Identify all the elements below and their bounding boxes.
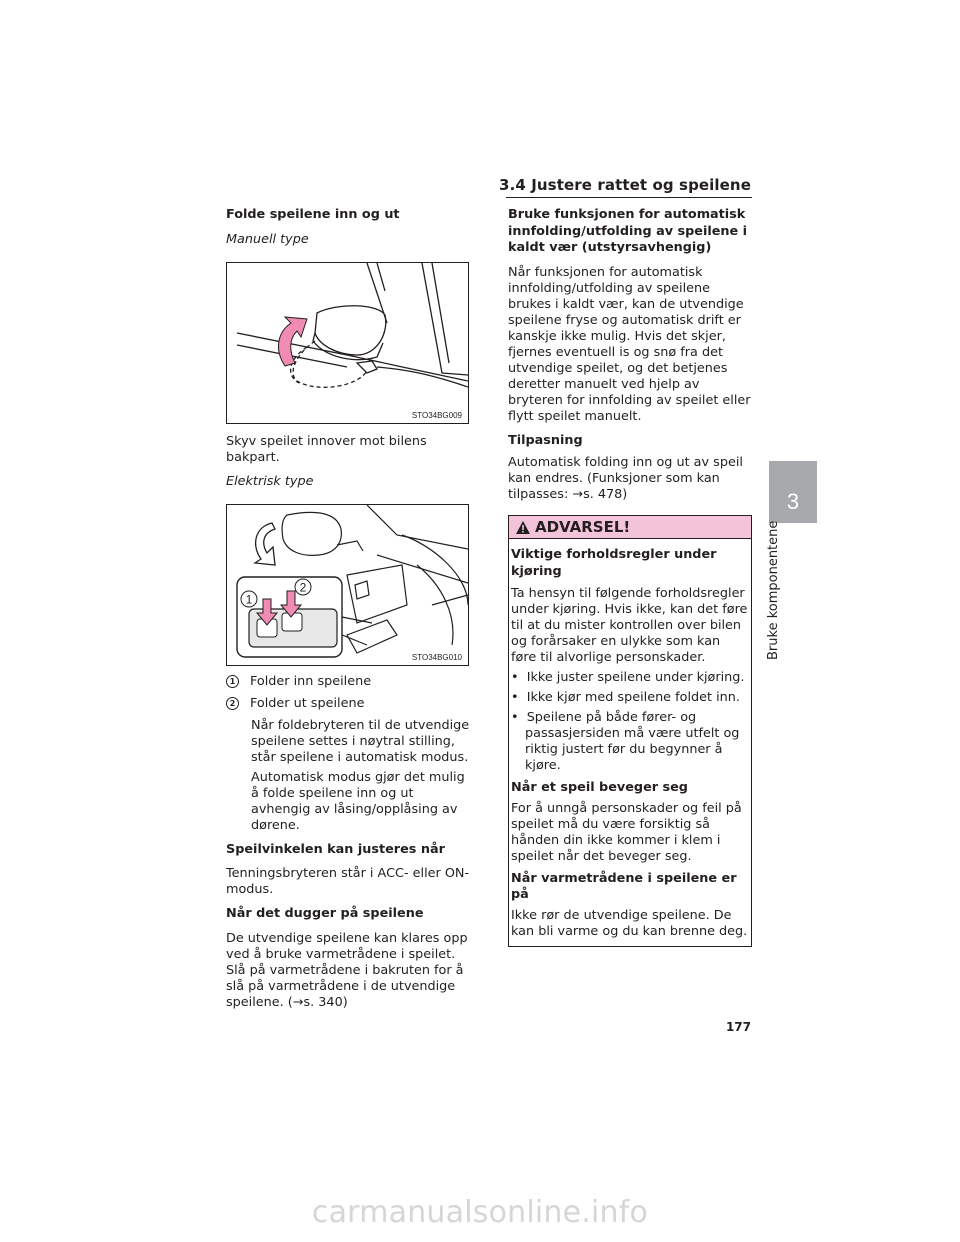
figure1-caption: Skyv speilet innover mot bilens bakpart. [226, 433, 427, 465]
warning-title: ADVARSEL! [535, 518, 631, 536]
heading-fogging: Når det dugger på speilene [226, 906, 424, 921]
fold-direction-icon [255, 523, 275, 565]
bullet-text: Ikke juster speilene under kjøring. [526, 670, 745, 685]
item-text: Folder inn speilene [250, 673, 372, 689]
chapter-title-vertical [762, 520, 786, 662]
figure-code: STO34BG009 [411, 410, 462, 420]
chapter-number: 3 [786, 489, 800, 514]
heading-angle-adjust: Speilvinkelen kan justeres når [226, 841, 445, 857]
bullet-text: Speilene på både fører- og passasjersiden må være utfelt og riktig justert før du begynner å kjøre. [525, 710, 740, 773]
section-header: 3.4 Justere rattet og speilene [499, 176, 751, 194]
callout-1-text: 1 [245, 592, 253, 606]
paragraph: Automatisk folding inn og ut av speil kan endres. (Funksjoner som kan tilpasses: →s. 478) [508, 455, 743, 502]
paragraph: Tenningsbryteren står i ACC- eller ON-modus. [226, 866, 470, 897]
item-number-2: 2 [226, 697, 239, 710]
warning-triangle-icon [515, 520, 531, 535]
chapter-title: Bruke komponentene [766, 520, 781, 660]
list-item [226, 696, 476, 712]
list-item [226, 674, 476, 690]
watermark: carmanualsonline.info [311, 1195, 649, 1230]
figure-code: STO34BG010 [411, 652, 462, 662]
page-number: 177 [725, 1020, 751, 1034]
electric-switch-illustration [227, 505, 468, 665]
figure-electric-mirror [226, 504, 469, 666]
label-electric-type: Elektrisk type [226, 473, 314, 489]
callout-2-text: 2 [299, 580, 307, 594]
item-number-1: 1 [226, 675, 239, 688]
warning-bullet: • Speilene på både fører- og passasjersiden må være utfelt og riktig justert før du begynner å kjøre. [511, 710, 740, 773]
header-rule [506, 197, 752, 198]
paragraph: De utvendige speilene kan klares opp ved å bruke varmetrådene i speilet. Slå på varmetrådene i bakruten for å slå på varmetrådene i de utvendige speilene. (→s. 340) [226, 930, 468, 1010]
left-column [226, 207, 476, 1017]
warning-text: For å unngå personskader og feil på speilet må du være forsiktig så hånden din ikke kommer i klem i speilet når det beveger seg. [511, 800, 742, 864]
warning-box [508, 515, 752, 947]
item2-paragraph: Automatisk modus gjør det mulig å folde speilene inn og ut avhengig av låsing/opplåsing av dørene. [251, 769, 465, 833]
manual-mirror-illustration [227, 263, 468, 423]
heading-cold-weather: Bruke funksjonen for automatisk innfolding/utfolding av speilene i kaldt vær (utstyrsavhengig) [508, 207, 748, 255]
warning-subheading: Når varmetrådene i speilene er på [511, 870, 737, 902]
warning-bullet: • Ikke kjør med speilene foldet inn. [511, 690, 740, 705]
chapter-tab [769, 461, 817, 523]
right-column [508, 207, 752, 947]
warning-text: Ikke rør de utvendige speilene. De kan bli varme og du kan brenne deg. [511, 907, 748, 939]
heading-fold-mirrors: Folde speilene inn og ut [226, 207, 400, 222]
label-manual-type: Manuell type [226, 231, 309, 247]
figure-manual-mirror [226, 262, 469, 424]
warning-body [509, 539, 751, 946]
warning-subheading: Når et speil beveger seg [511, 780, 688, 795]
heading-customization: Tilpasning [508, 432, 583, 448]
item-text: Folder ut speilene [250, 695, 365, 711]
item2-paragraph: Når foldebryteren til de utvendige speilene settes i nøytral stilling, står speilene i automatisk modus. [251, 717, 470, 765]
warning-text: Ta hensyn til følgende forholdsregler under kjøring. Hvis ikke, kan det føre til at du mister kontrollen over bilen og forårsaker en ulykke som kan føre til alvorlige personskader. [511, 586, 748, 665]
paragraph: Når funksjonen for automatisk innfolding/utfolding av speilene brukes i kaldt vær, kan de utvendige speilene fryse og automatisk drift er kanskje ikke mulig. Hvis det skjer, fjernes eventuell is og snø fra det utvendige speilet, og det betjenes deretter manuelt ved hjelp av bryteren for innfolding av speilet eller flytt speilet manuelt. [508, 264, 751, 424]
bullet-text: Ikke kjør med speilene foldet inn. [526, 690, 740, 705]
warning-header [509, 516, 751, 539]
warning-bullet: • Ikke juster speilene under kjøring. [511, 670, 745, 685]
warning-subheading: Viktige forholdsregler under kjøring [511, 547, 717, 579]
